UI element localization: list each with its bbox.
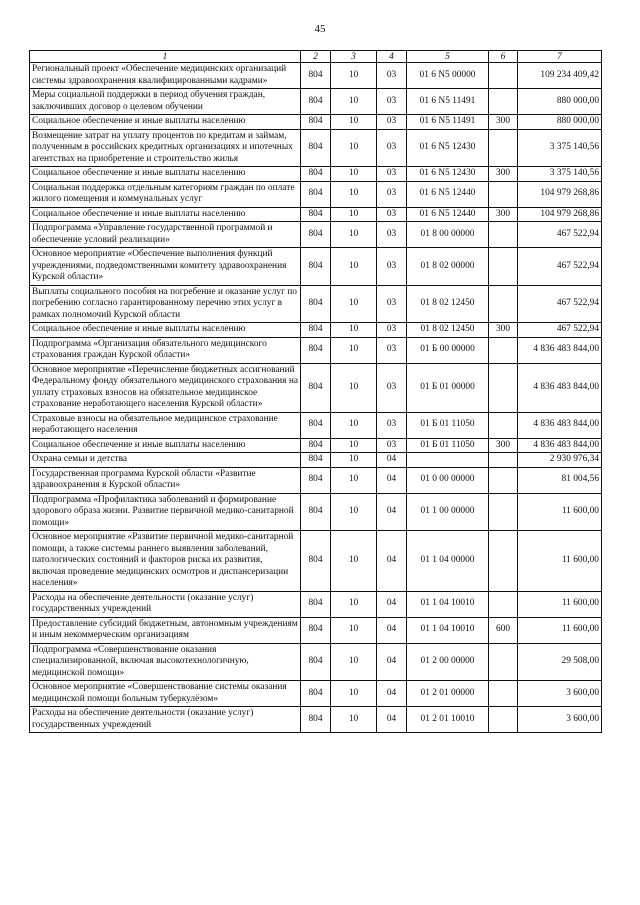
row-description: Социальная поддержка отдельным категориям граждан по оплате жилого помещения и коммунальных услуг [30,181,301,207]
table-row [30,707,602,733]
row-amount: 467 522,94 [518,323,602,338]
table-row [30,453,602,468]
row-code-target-article: 01 Б 01 11050 [407,438,489,453]
row-amount: 2 930 976,34 [518,453,602,468]
row-description: Расходы на обеспечение деятельности (оказание услуг) государственных учреждений [30,707,301,733]
row-code-expense-type [489,493,518,531]
row-code-ministry: 804 [301,412,331,438]
row-code-target-article: 01 8 00 00000 [407,222,489,248]
row-code-expense-type [489,681,518,707]
row-code-section: 10 [331,707,377,733]
row-code-target-article: 01 6 N5 12440 [407,207,489,222]
row-description: Возмещение затрат на уплату процентов по кредитам и займам, полученным в российских кредитных организациях и ипотечных агентствах на приобретение и строительство жилья [30,129,301,167]
row-code-expense-type: 300 [489,438,518,453]
row-code-ministry: 804 [301,323,331,338]
row-code-section: 10 [331,453,377,468]
row-code-expense-type [489,707,518,733]
row-description: Социальное обеспечение и иные выплаты населению [30,167,301,182]
row-code-target-article: 01 6 N5 12430 [407,129,489,167]
row-amount: 11 600,00 [518,531,602,592]
row-code-ministry: 804 [301,707,331,733]
row-code-section: 10 [331,115,377,130]
row-code-subsection: 03 [377,222,407,248]
row-code-ministry: 804 [301,591,331,617]
row-code-ministry: 804 [301,63,331,89]
row-code-expense-type [489,531,518,592]
row-amount: 3 600,00 [518,707,602,733]
row-code-ministry: 804 [301,681,331,707]
row-code-expense-type [489,285,518,323]
row-code-section: 10 [331,591,377,617]
table-row [30,115,602,130]
row-code-subsection: 03 [377,363,407,412]
row-description: Подпрограмма «Организация обязательного медицинского страхования граждан Курской области» [30,337,301,363]
row-code-subsection: 04 [377,453,407,468]
row-code-ministry: 804 [301,89,331,115]
row-code-subsection: 03 [377,181,407,207]
row-code-section: 10 [331,89,377,115]
row-code-target-article: 01 6 N5 11491 [407,115,489,130]
row-code-subsection: 03 [377,115,407,130]
row-code-subsection: 04 [377,467,407,493]
table-row [30,129,602,167]
row-amount: 880 000,00 [518,89,602,115]
row-code-subsection: 04 [377,531,407,592]
row-code-expense-type: 600 [489,617,518,643]
table-row [30,181,602,207]
table-row [30,222,602,248]
row-code-expense-type: 300 [489,323,518,338]
row-code-section: 10 [331,531,377,592]
row-code-section: 10 [331,617,377,643]
row-code-expense-type [489,453,518,468]
row-code-section: 10 [331,681,377,707]
row-code-expense-type: 300 [489,167,518,182]
table-row [30,63,602,89]
row-description: Основное мероприятие «Обеспечение выполнения функций учреждениями, подведомственными комитету здравоохранения Курской области» [30,248,301,286]
row-code-ministry: 804 [301,363,331,412]
row-code-section: 10 [331,285,377,323]
row-code-section: 10 [331,493,377,531]
row-code-section: 10 [331,181,377,207]
row-code-ministry: 804 [301,467,331,493]
row-code-ministry: 804 [301,453,331,468]
header-cell: 7 [518,51,602,63]
row-amount: 4 836 483 844,00 [518,412,602,438]
row-code-target-article: 01 1 04 10010 [407,617,489,643]
row-amount: 467 522,94 [518,285,602,323]
row-code-subsection: 03 [377,285,407,323]
row-amount: 29 508,00 [518,643,602,681]
row-description: Меры социальной поддержки в период обучения граждан, заключивших договор о целевом обучении [30,89,301,115]
row-amount: 104 979 268,86 [518,207,602,222]
row-description: Охрана семьи и детства [30,453,301,468]
table-row [30,363,602,412]
row-amount: 467 522,94 [518,222,602,248]
row-code-target-article: 01 Б 01 11050 [407,412,489,438]
row-code-target-article: 01 6 N5 12440 [407,181,489,207]
row-code-subsection: 04 [377,493,407,531]
row-code-target-article [407,453,489,468]
row-code-target-article: 01 8 02 00000 [407,248,489,286]
row-code-section: 10 [331,438,377,453]
row-description: Подпрограмма «Управление государственной программой и обеспечение условий реализации» [30,222,301,248]
row-code-target-article: 01 1 00 00000 [407,493,489,531]
row-code-target-article: 01 6 N5 00000 [407,63,489,89]
row-code-section: 10 [331,248,377,286]
table-row [30,337,602,363]
row-description: Подпрограмма «Совершенствование оказания специализированной, включая высокотехнологичную, медицинской помощи» [30,643,301,681]
row-code-subsection: 04 [377,707,407,733]
row-code-subsection: 03 [377,412,407,438]
row-code-section: 10 [331,337,377,363]
row-code-target-article: 01 8 02 12450 [407,323,489,338]
row-code-ministry: 804 [301,531,331,592]
row-amount: 11 600,00 [518,617,602,643]
row-code-target-article: 01 8 02 12450 [407,285,489,323]
row-amount: 11 600,00 [518,493,602,531]
row-code-subsection: 03 [377,207,407,222]
row-code-subsection: 04 [377,591,407,617]
row-code-expense-type [489,337,518,363]
table-row [30,493,602,531]
table-row [30,591,602,617]
row-code-section: 10 [331,167,377,182]
row-code-target-article: 01 Б 00 00000 [407,337,489,363]
table-row [30,285,602,323]
header-cell: 1 [30,51,301,63]
row-description: Предоставление субсидий бюджетным, автономным учреждениям и иным некоммерческим организациям [30,617,301,643]
row-amount: 880 000,00 [518,115,602,130]
table-row [30,89,602,115]
row-code-target-article: 01 1 04 00000 [407,531,489,592]
row-code-expense-type: 300 [489,207,518,222]
row-code-target-article: 01 2 01 10010 [407,707,489,733]
row-code-subsection: 03 [377,438,407,453]
table-row [30,412,602,438]
row-code-ministry: 804 [301,643,331,681]
row-code-expense-type [489,591,518,617]
row-amount: 4 836 483 844,00 [518,363,602,412]
row-code-ministry: 804 [301,167,331,182]
row-code-section: 10 [331,412,377,438]
row-code-ministry: 804 [301,248,331,286]
row-description: Региональный проект «Обеспечение медицинских организаций системы здравоохранения квалифицированными кадрами» [30,63,301,89]
table-header-row [30,51,602,63]
row-amount: 11 600,00 [518,591,602,617]
row-code-expense-type [489,129,518,167]
row-amount: 4 836 483 844,00 [518,438,602,453]
row-code-target-article: 01 1 04 10010 [407,591,489,617]
row-code-target-article: 01 2 01 00000 [407,681,489,707]
row-code-expense-type: 300 [489,115,518,130]
header-cell: 4 [377,51,407,63]
row-code-expense-type [489,248,518,286]
row-code-subsection: 03 [377,248,407,286]
row-description: Социальное обеспечение и иные выплаты населению [30,115,301,130]
row-amount: 104 979 268,86 [518,181,602,207]
row-code-section: 10 [331,222,377,248]
table-row [30,167,602,182]
row-code-ministry: 804 [301,285,331,323]
row-code-expense-type [489,643,518,681]
row-amount: 109 234 409,42 [518,63,602,89]
row-code-ministry: 804 [301,438,331,453]
row-amount: 3 600,00 [518,681,602,707]
row-code-ministry: 804 [301,129,331,167]
row-description: Основное мероприятие «Развитие первичной медико-санитарной помощи, а также системы раннего выявления заболеваний, патологических состояний и факторов риска их развития, включая проведение медицинских осмотров и диспансеризации населения» [30,531,301,592]
row-amount: 81 004,56 [518,467,602,493]
row-description: Страховые взносы на обязательное медицинское страхование неработающего населения [30,412,301,438]
page-number: 45 [314,23,326,35]
row-code-target-article: 01 2 00 00000 [407,643,489,681]
row-code-subsection: 03 [377,63,407,89]
row-code-ministry: 804 [301,493,331,531]
table-row [30,248,602,286]
table-row [30,207,602,222]
row-amount: 467 522,94 [518,248,602,286]
row-code-target-article: 01 6 N5 11491 [407,89,489,115]
row-code-section: 10 [331,323,377,338]
budget-table [29,50,602,733]
table-row [30,681,602,707]
row-code-ministry: 804 [301,337,331,363]
row-description: Основное мероприятие «Совершенствование системы оказания медицинской помощи больным туберкулёзом» [30,681,301,707]
row-description: Социальное обеспечение и иные выплаты населению [30,207,301,222]
row-code-target-article: 01 Б 01 00000 [407,363,489,412]
row-code-section: 10 [331,129,377,167]
row-code-subsection: 04 [377,681,407,707]
header-cell: 3 [331,51,377,63]
row-code-subsection: 03 [377,129,407,167]
row-code-expense-type [489,467,518,493]
row-amount: 4 836 483 844,00 [518,337,602,363]
row-description: Социальное обеспечение и иные выплаты населению [30,438,301,453]
row-code-ministry: 804 [301,115,331,130]
row-amount: 3 375 140,56 [518,129,602,167]
row-code-ministry: 804 [301,222,331,248]
row-code-expense-type [489,181,518,207]
row-code-expense-type [489,363,518,412]
row-code-section: 10 [331,467,377,493]
table-row [30,643,602,681]
header-cell: 2 [301,51,331,63]
row-description: Выплаты социального пособия на погребение и оказание услуг по погребению согласно гарантированному перечню этих услуг в рамках полномочий Курской области [30,285,301,323]
row-code-subsection: 03 [377,89,407,115]
row-amount: 3 375 140,56 [518,167,602,182]
row-code-section: 10 [331,63,377,89]
row-description: Государственная программа Курской области «Развитие здравоохранения в Курской области» [30,467,301,493]
row-code-expense-type [489,412,518,438]
row-code-target-article: 01 6 N5 12430 [407,167,489,182]
table-row [30,467,602,493]
table-row [30,531,602,592]
row-code-expense-type [489,222,518,248]
header-cell: 5 [407,51,489,63]
row-description: Расходы на обеспечение деятельности (оказание услуг) государственных учреждений [30,591,301,617]
row-code-ministry: 804 [301,181,331,207]
row-description: Подпрограмма «Профилактика заболеваний и формирование здорового образа жизни. Развитие первичной медико-санитарной помощи» [30,493,301,531]
table-row [30,323,602,338]
header-cell: 6 [489,51,518,63]
row-code-target-article: 01 0 00 00000 [407,467,489,493]
row-code-subsection: 04 [377,643,407,681]
row-code-subsection: 04 [377,617,407,643]
row-code-subsection: 03 [377,323,407,338]
row-code-subsection: 03 [377,167,407,182]
row-code-expense-type [489,63,518,89]
row-code-ministry: 804 [301,207,331,222]
row-description: Основное мероприятие «Перечисление бюджетных ассигнований Федеральному фонду обязательного медицинского страхования на уплату страховых взносов на обязательное медицинское страхование неработающего населения Курской области» [30,363,301,412]
row-description: Социальное обеспечение и иные выплаты населению [30,323,301,338]
table-row [30,438,602,453]
row-code-ministry: 804 [301,617,331,643]
row-code-subsection: 03 [377,337,407,363]
row-code-expense-type [489,89,518,115]
row-code-section: 10 [331,207,377,222]
table-row [30,617,602,643]
row-code-section: 10 [331,643,377,681]
row-code-section: 10 [331,363,377,412]
